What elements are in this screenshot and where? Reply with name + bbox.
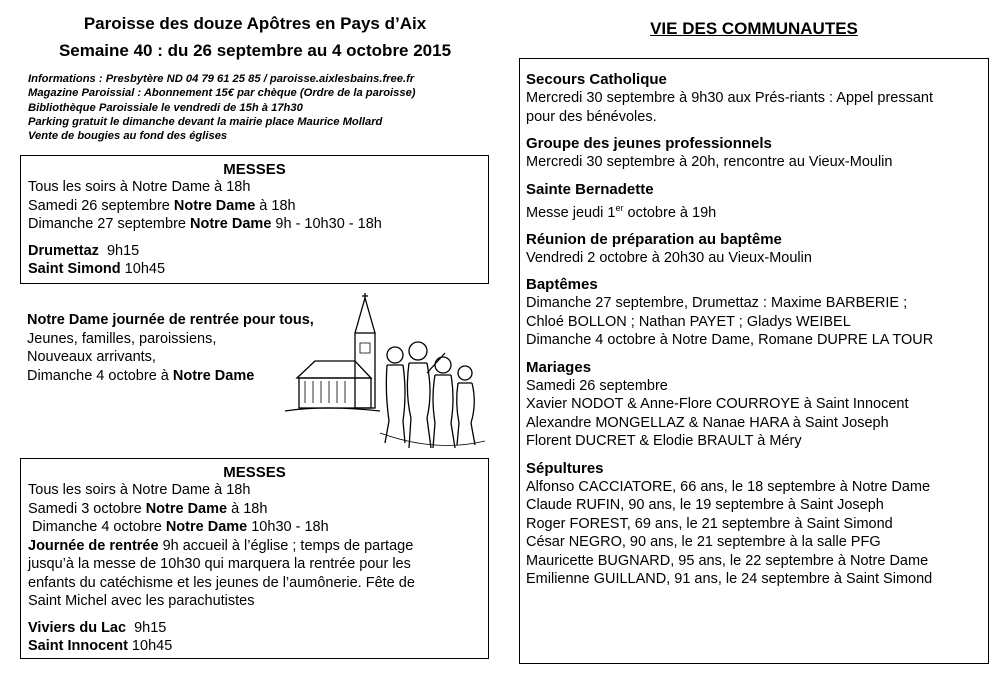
masses-box-week2: [20, 458, 489, 659]
masses-line: [21, 637, 488, 656]
week-title: Semaine 40 : du 26 septembre au 4 octobre 2015: [58, 41, 452, 60]
church-name: Notre Dame: [172, 367, 255, 384]
church-name: Notre Dame: [145, 500, 228, 517]
section-line: pour des bénévoles.: [526, 108, 657, 125]
masses-text: Tous les soirs à Notre Dame à 18h: [28, 179, 251, 195]
paragraph-text: 9h accueil à l’église ; temps de partage: [158, 537, 414, 554]
section-heading: Groupe des jeunes professionnels: [526, 135, 772, 152]
ordinal-suffix: er: [615, 202, 624, 213]
section-line: Chloé BOLLON ; Nathan PAYET ; Gladys WEIBEL: [526, 313, 851, 330]
rentree-text: Dimanche 4 octobre à: [27, 367, 173, 384]
info-line: Magazine Paroissial : Abonnement 15€ par chèque (Ordre de la paroisse): [28, 87, 416, 100]
masses-text: 10h30 - 18h: [247, 519, 329, 535]
masses-line: [21, 500, 488, 519]
paragraph-line: [28, 537, 488, 556]
rentree-line: Jeunes, familles, paroissiens,: [27, 330, 217, 347]
section-mariages: [520, 358, 988, 451]
info-line: Parking gratuit le dimanche devant la mairie place Maurice Mollard: [28, 115, 383, 128]
church-name: Notre Dame: [190, 216, 272, 232]
section-heading: Baptêmes: [526, 276, 598, 294]
info-line: Vente de bougies au fond des églises: [28, 130, 228, 143]
section-line: Samedi 26 septembre: [526, 377, 668, 394]
church-name: Saint Innocent: [28, 638, 128, 654]
masses-text: Tous les soirs à Notre Dame à 18h: [28, 482, 251, 498]
masses-heading: MESSES: [223, 161, 286, 178]
masses-text: Samedi 3 octobre: [28, 500, 146, 517]
masses-box-week1: [20, 155, 489, 284]
section-heading: Sainte Bernadette: [526, 180, 654, 198]
church-name: Saint Simond: [28, 261, 121, 277]
church-name: Notre Dame: [165, 519, 248, 535]
rentree-line: Nouveaux arrivants,: [27, 349, 156, 365]
paragraph-line: Saint Michel avec les parachutistes: [28, 593, 255, 609]
section-baptemes: [520, 275, 988, 350]
church-name: Notre Dame: [173, 197, 256, 214]
rentree-announcement: [27, 311, 314, 385]
church-family-illustration: [285, 293, 490, 453]
info-block: [28, 72, 416, 143]
rentree-line: [27, 367, 314, 386]
masses-text: 9h - 10h30 - 18h: [271, 216, 382, 232]
section-line: Mauricette BUGNARD, 95 ans, le 22 septembre à Notre Dame: [526, 552, 929, 569]
masses-line: [21, 197, 488, 216]
masses-text: Samedi 26 septembre: [28, 197, 174, 214]
section-line: [526, 199, 988, 222]
section-line: Dimanche 4 octobre à Notre Dame, Romane DUPRE LA TOUR: [526, 332, 934, 349]
masses-text: à 18h: [227, 500, 268, 517]
masses-line: [21, 481, 488, 500]
paragraph-line: jusqu’à la messe de 10h30 qui marquera la rentrée pour les: [28, 556, 411, 572]
section-text: Messe jeudi 1: [526, 204, 616, 221]
section-line: Claude RUFIN, 90 ans, le 19 septembre à Saint Joseph: [526, 497, 884, 514]
section-heading: Secours Catholique: [526, 71, 667, 88]
section-line: Dimanche 27 septembre, Drumettaz : Maxime BARBERIE ;: [526, 295, 908, 312]
section-heading: Sépultures: [526, 459, 604, 477]
section-bernadette: [520, 180, 988, 222]
church-name: Drumettaz: [28, 242, 99, 259]
masses-line: [21, 260, 488, 279]
masses-text: 10h45: [120, 261, 166, 277]
section-line: César NEGRO, 90 ans, le 21 septembre à la salle PFG: [526, 534, 881, 551]
church-name: Viviers du Lac: [28, 619, 127, 636]
info-line: Bibliothèque Paroissiale le vendredi de 15h à 17h30: [28, 101, 303, 114]
section-line: Mercredi 30 septembre à 20h, rencontre au Vieux-Moulin: [526, 154, 893, 170]
masses-heading: MESSES: [223, 464, 286, 481]
communities-box: [519, 58, 989, 664]
section-line: Vendredi 2 octobre à 20h30 au Vieux-Moulin: [526, 249, 812, 266]
event-name: Journée de rentrée: [28, 537, 159, 554]
section-bapteme-prep: [520, 230, 988, 268]
masses-line: [21, 242, 488, 261]
rentree-paragraph: [21, 537, 488, 611]
section-jeunes: [520, 134, 988, 172]
masses-text: Dimanche 4 octobre: [28, 519, 166, 535]
info-line: Informations : Presbytère ND 04 79 61 25 85 / paroisse.aixlesbains.free.fr: [28, 73, 415, 85]
section-line: Mercredi 30 septembre à 9h30 aux Prés-riants : Appel pressant: [526, 90, 934, 106]
masses-line: [21, 518, 488, 537]
rentree-title: Notre Dame journée de rentrée pour tous,: [27, 312, 314, 328]
section-line: Xavier NODOT & Anne-Flore COURROYE à Saint Innocent: [526, 396, 909, 413]
masses-text: 9h15: [126, 619, 167, 636]
section-line: Alfonso CACCIATORE, 66 ans, le 18 septembre à Notre Dame: [526, 478, 931, 495]
masses-line: [21, 178, 488, 197]
section-line: Emilienne GUILLAND, 91 ans, le 24 septembre à Saint Simond: [526, 571, 933, 588]
masses-text: 10h45: [127, 638, 173, 654]
paragraph-line: enfants du catéchisme et les jeunes de l’aumônerie. Fête de: [28, 574, 415, 591]
section-line: Alexandre MONGELLAZ & Nanae HARA à Saint Joseph: [526, 414, 889, 431]
section-sepultures: [520, 459, 988, 589]
masses-text: à 18h: [255, 197, 296, 214]
masses-line: [21, 619, 488, 638]
section-secours: [520, 70, 988, 126]
masses-text: Dimanche 27 septembre: [28, 216, 190, 232]
section-text: octobre à 19h: [623, 204, 717, 221]
section-line: Roger FOREST, 69 ans, le 21 septembre à Saint Simond: [526, 515, 893, 532]
masses-text: 9h15: [98, 242, 140, 259]
parish-title: Paroisse des douze Apôtres en Pays d’Aix: [83, 14, 427, 33]
communities-title: VIE DES COMMUNAUTES: [650, 19, 858, 38]
section-line: Florent DUCRET & Elodie BRAULT à Méry: [526, 433, 802, 450]
section-heading: Mariages: [526, 358, 592, 376]
masses-line: [21, 215, 488, 234]
section-heading: Réunion de préparation au baptême: [526, 230, 782, 248]
